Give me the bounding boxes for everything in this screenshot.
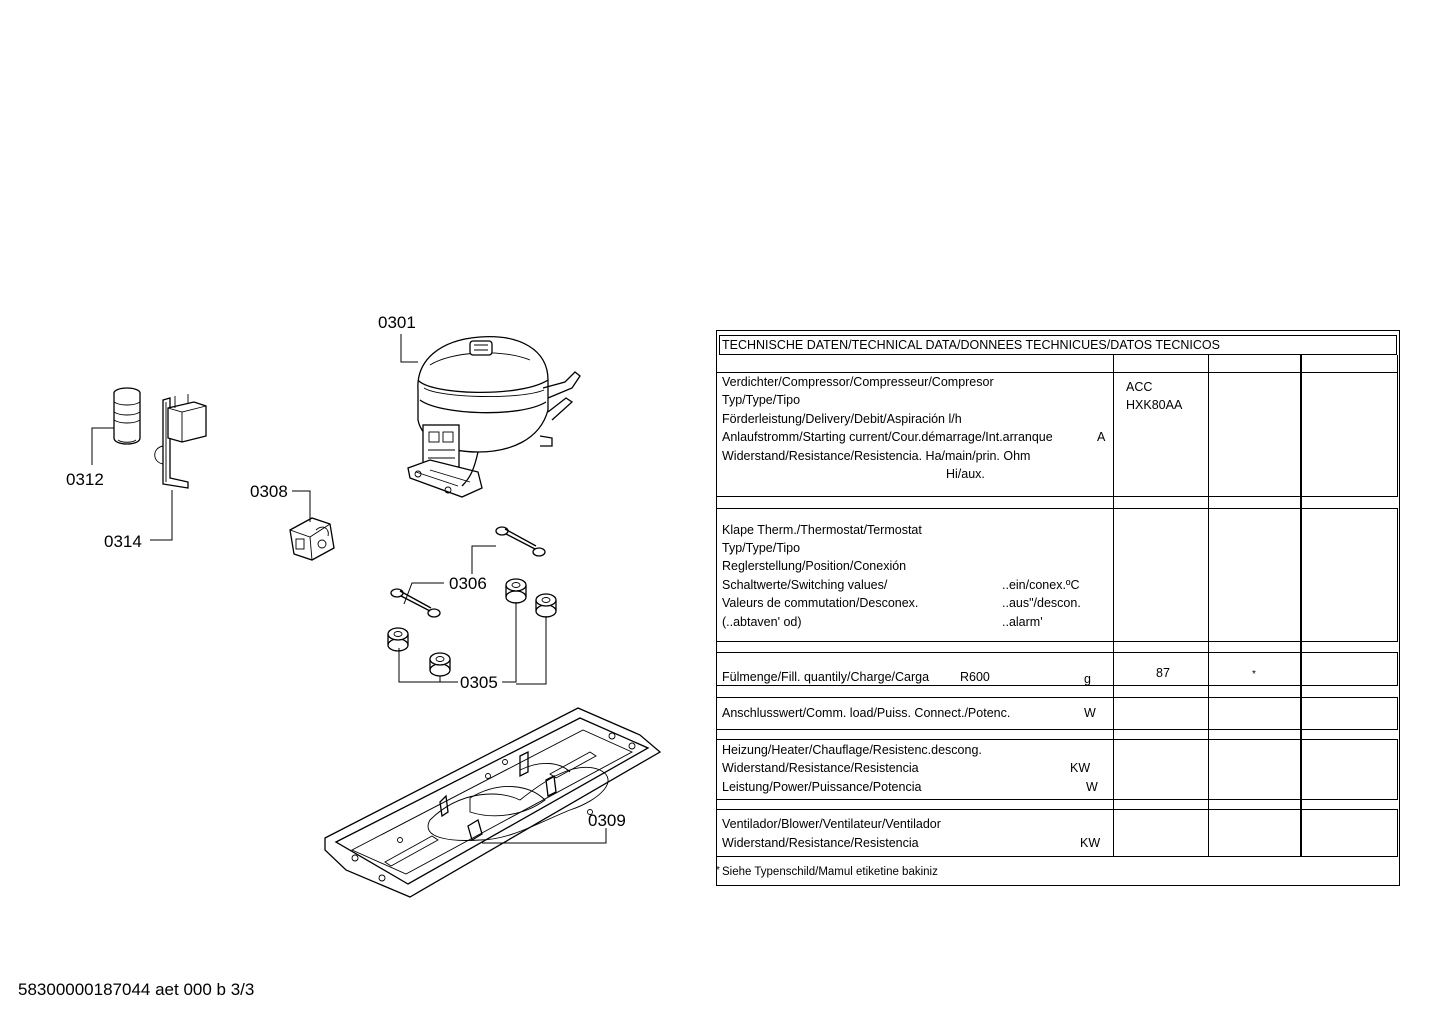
- capacitor-part[interactable]: [114, 388, 140, 444]
- document-id: 58300000187044 aet 000 b 3/3: [18, 980, 255, 999]
- thermostat-sub-off: ..aus"/descon.: [1002, 596, 1081, 610]
- thermostat-row-4: Schaltwerte/Switching values/: [722, 578, 888, 592]
- leader-line-0305c: [502, 602, 516, 682]
- fan-row-2: Widerstand/Resistance/Resistencia: [722, 836, 919, 850]
- table-header-title: TECHNISCHE DATEN/TECHNICAL DATA/DONNEES TECHNICUES/DATOS TECNICOS: [722, 338, 1220, 352]
- thermostat-sub-alarm: ..alarm': [1002, 615, 1043, 629]
- thermostat-row-6: (..abtaven' od): [722, 615, 802, 629]
- grommet-part-3[interactable]: [388, 628, 408, 651]
- col-divider-1: [1113, 355, 1114, 857]
- leader-line-0305: [399, 648, 458, 682]
- thermostat-row-1: Klape Therm./Thermostat/Termostat: [722, 523, 922, 537]
- compressor-value-type: HXK80AA: [1126, 398, 1183, 412]
- compressor-row-5: Widerstand/Resistance/Resistencia. Ha/main/prin. Ohm: [722, 449, 1031, 463]
- header-column-row: [716, 355, 1398, 373]
- col-divider-2: [1208, 355, 1209, 857]
- charge-refrigerant: R600: [960, 670, 990, 684]
- leader-line-0306: [472, 546, 496, 574]
- relay-bracket-part[interactable]: [155, 394, 206, 488]
- part-label-0308[interactable]: 0308: [250, 482, 288, 501]
- compressor-row-4: Anlaufstromm/Starting current/Cour.démarrage/Int.arranque: [722, 430, 1053, 444]
- technical-data-table: [716, 330, 1400, 886]
- charge-unit: g: [1084, 672, 1091, 686]
- part-label-0314[interactable]: 0314: [104, 532, 142, 551]
- thermostat-sub-on: ..ein/conex.ºC: [1002, 578, 1080, 592]
- clamp-part-upper[interactable]: [496, 527, 545, 556]
- charge-label: Fülmenge/Fill. quantily/Charge/Carga: [722, 670, 930, 684]
- grommet-part-2[interactable]: [536, 594, 556, 617]
- footnote-text: Siehe Typenschild/Mamul etiketine bakiniz: [722, 866, 938, 878]
- part-label-0305[interactable]: 0305: [460, 673, 498, 692]
- thermostat-row-3: Reglerstellung/Position/Conexión: [722, 559, 907, 573]
- part-label-0312[interactable]: 0312: [66, 470, 104, 489]
- compressor-part[interactable]: [408, 337, 580, 497]
- compressor-unit-current: A: [1097, 430, 1106, 444]
- compressor-row-1: Verdichter/Compressor/Compresseur/Compresor: [722, 375, 994, 389]
- leader-line-0305d: [516, 616, 546, 684]
- heater-row-2: Widerstand/Resistance/Resistencia: [722, 761, 919, 775]
- charge-mark: *: [1252, 669, 1256, 680]
- leader-line-0314: [150, 490, 172, 540]
- heater-row-3: Leistung/Power/Puissance/Potencia: [722, 780, 922, 794]
- compressor-value-make: ACC: [1126, 380, 1153, 394]
- compressor-row-3: Förderleistung/Delivery/Debit/Aspiración l/h: [722, 412, 962, 426]
- charge-value: 87: [1156, 666, 1170, 680]
- compressor-row-2: Typ/Type/Tipo: [722, 393, 801, 407]
- clamp-part-lower[interactable]: [391, 589, 440, 617]
- starting-relay-part[interactable]: [290, 518, 334, 560]
- grommet-part-1[interactable]: [506, 579, 526, 603]
- fan-row-1: Ventilador/Blower/Ventilateur/Ventilador: [722, 817, 941, 831]
- grommet-part-4[interactable]: [430, 653, 450, 676]
- heater-row-1: Heizung/Heater/Chauflage/Resistenc.descong.: [722, 743, 982, 757]
- leader-line-0312: [92, 428, 114, 465]
- part-label-0309[interactable]: 0309: [588, 811, 626, 830]
- thermostat-row-5: Valeurs de commutation/Desconex.: [722, 596, 919, 610]
- part-label-0306[interactable]: 0306: [449, 574, 487, 593]
- connected-load-unit: W: [1084, 706, 1096, 720]
- base-plate-part[interactable]: [325, 708, 660, 897]
- footnote-mark: *: [716, 865, 720, 876]
- fan-unit: KW: [1080, 836, 1101, 850]
- leader-line-0301: [401, 334, 418, 362]
- leader-line-0308: [292, 491, 310, 522]
- compressor-row-sub: Hi/aux.: [946, 467, 985, 481]
- thermostat-row-2: Typ/Type/Tipo: [722, 541, 801, 555]
- connected-load-label: Anschlusswert/Comm. load/Puiss. Connect./Potenc.: [722, 706, 1011, 720]
- part-label-0301[interactable]: 0301: [378, 313, 416, 332]
- heater-unit-resistance: KW: [1070, 761, 1091, 775]
- heater-unit-power: W: [1086, 780, 1098, 794]
- col-divider-3: [1300, 355, 1302, 857]
